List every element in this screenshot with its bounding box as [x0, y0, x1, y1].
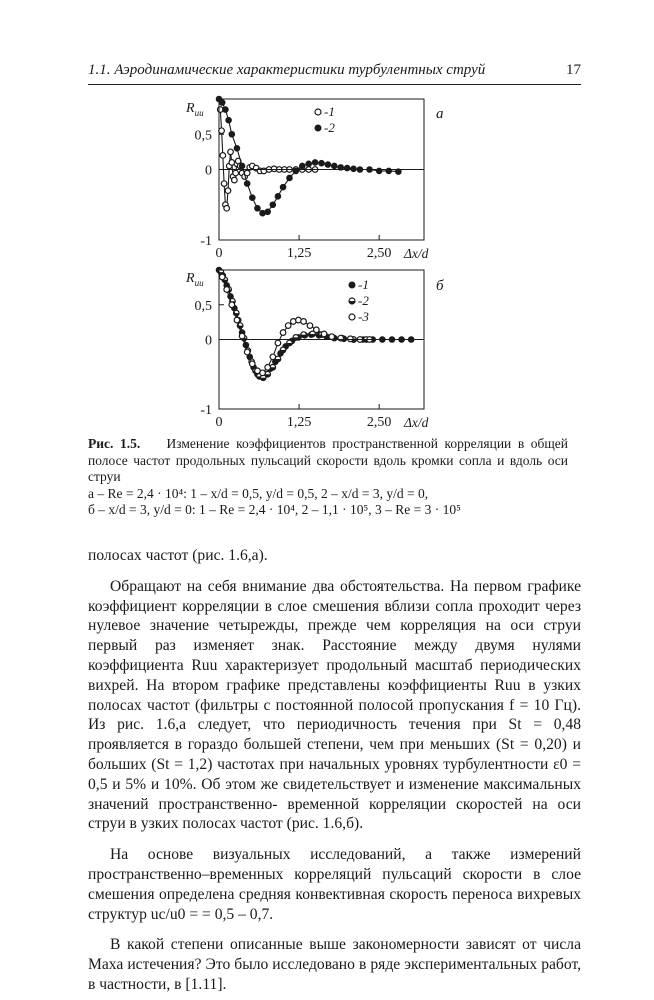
paragraph: полосах частот (рис. 1.6,а). [88, 547, 268, 564]
running-header-title: 1.1. Аэродинамические характеристики турбулентных струй [88, 62, 486, 78]
y-tick-label: 0 [205, 163, 212, 179]
x-tick-label: 2,50 [366, 415, 392, 430]
data-point-series-3 [285, 323, 291, 329]
x-axis-label: Δx/d [404, 246, 429, 261]
legend-marker [349, 282, 355, 288]
data-point-series-3 [307, 323, 313, 329]
y-tick-label: -1 [200, 234, 212, 249]
data-point-series-3 [321, 331, 327, 337]
data-point-series-3 [234, 317, 240, 323]
series-line-3 [222, 277, 369, 373]
data-point-series-3 [229, 302, 235, 308]
series-line-1 [219, 270, 411, 376]
caption-line-a: а – Re = 2,4 · 10⁴: 1 – x/d = 0,5, y/d = 0,5, 2 – x/d = 3, y/d = 0, [88, 485, 429, 501]
caption-text [88, 436, 568, 486]
data-point-series-3 [314, 327, 320, 333]
caption-line-b: б – x/d = 3, y/d = 0: 1 – Re = 2,4 · 10⁴, 2 – 1,1 · 10⁵, 3 – Re = 3 · 10⁵ [88, 502, 461, 517]
data-point-series-2 [301, 332, 307, 338]
x-tick-label: 1,25 [286, 415, 312, 430]
legend-label: -2 [358, 293, 369, 308]
data-point-series-3 [275, 340, 281, 346]
y-axis-label: $R_{uu}$ [186, 101, 204, 118]
data-point-series-3 [219, 274, 225, 280]
data-point-series-3 [250, 361, 256, 367]
y-tick-label: 0 [205, 333, 212, 349]
data-point-series-3 [265, 365, 271, 371]
caption-description: Изменение коэффициентов пространственной корреляции в общей полосе частот продольных пульсаций скорости вдоль кромки сопла и вдоль оси струи [88, 436, 568, 484]
data-point-series-3 [348, 336, 354, 342]
panel-label: б [436, 278, 444, 294]
data-point-series-2 [280, 347, 286, 353]
page-number: 17 [566, 62, 581, 78]
data-point-series-3 [260, 370, 266, 376]
y-axis-label: $R_{uu}$ [186, 271, 204, 288]
data-point-series-3 [301, 319, 307, 325]
legend-label: -3 [358, 309, 369, 324]
legend-marker [349, 298, 355, 304]
x-tick-label: 0 [215, 415, 223, 430]
x-tick-label: 1,25 [286, 246, 312, 261]
data-point-series-3 [224, 287, 230, 293]
x-tick-label: 2,50 [366, 246, 392, 261]
data-point-series-2 [287, 340, 293, 346]
legend-label: -1 [358, 277, 369, 292]
y-tick-label: -1 [200, 403, 212, 418]
legend-label: -1 [324, 104, 335, 119]
x-axis-label: Δx/d [404, 415, 429, 430]
data-point-series-3 [329, 334, 335, 340]
data-point-series-3 [239, 333, 245, 339]
body-text [88, 546, 581, 995]
legend-label: -2 [324, 120, 335, 135]
paragraph: На основе визуальных исследований, а также измерений пространственно–временных корреляций пульсаций скорости в слое смешения определена средняя конвективная скорость переноса вихревых структур uc/u0 = = 0,5 – 0,7. [88, 846, 581, 923]
panel-label: а [436, 106, 444, 122]
data-point-series-3 [244, 349, 250, 355]
legend-marker [349, 314, 355, 320]
x-tick-label: 0 [215, 246, 223, 261]
paragraph: Обращают на себя внимание два обстоятельства. На первом графике коэффициент корреляции в слое смешения вблизи сопла проходит через нулевое значение четырежды, прежде чем корреляция на оси струи первый раз изменяет знак. Расстояние между двумя нулями коэффициента Ruu характеризует продольный масштаб периодических вихрей. На втором графике представлены коэффициенты Ruu в узких полосах частот (фильтры с постоянной полосой пропускания f = 10 Гц). Из рис. 1.6,а следует, что периодичность течения при St = 0,48 проявляется в гораздо большей степени, чем при меньших (St = 0,20) и больших (St = 1,2) частотах при начальных уровнях турбулентности ε0 = 0,5 и 5% и 10%. Об этом же свидетельствует и изменение максимальных значений пространственно- временной корреляции скоростей на оси струи в узких полосах частот (рис. 1.6,б). [88, 577, 581, 833]
data-point-series-3 [280, 330, 286, 336]
data-point-series-3 [270, 354, 276, 360]
figure-caption [88, 436, 568, 519]
y-tick-label: 0,5 [194, 128, 212, 144]
data-point-series-3 [338, 335, 344, 341]
y-tick-label: 0,5 [194, 298, 212, 314]
caption-label: Рис. 1.5. [88, 436, 141, 451]
paragraph: В какой степени описанные выше закономерности зависят от числа Маха истечения? Это было исследовано в ряде экспериментальных работ, в частности, в [1.11]. [88, 936, 581, 993]
